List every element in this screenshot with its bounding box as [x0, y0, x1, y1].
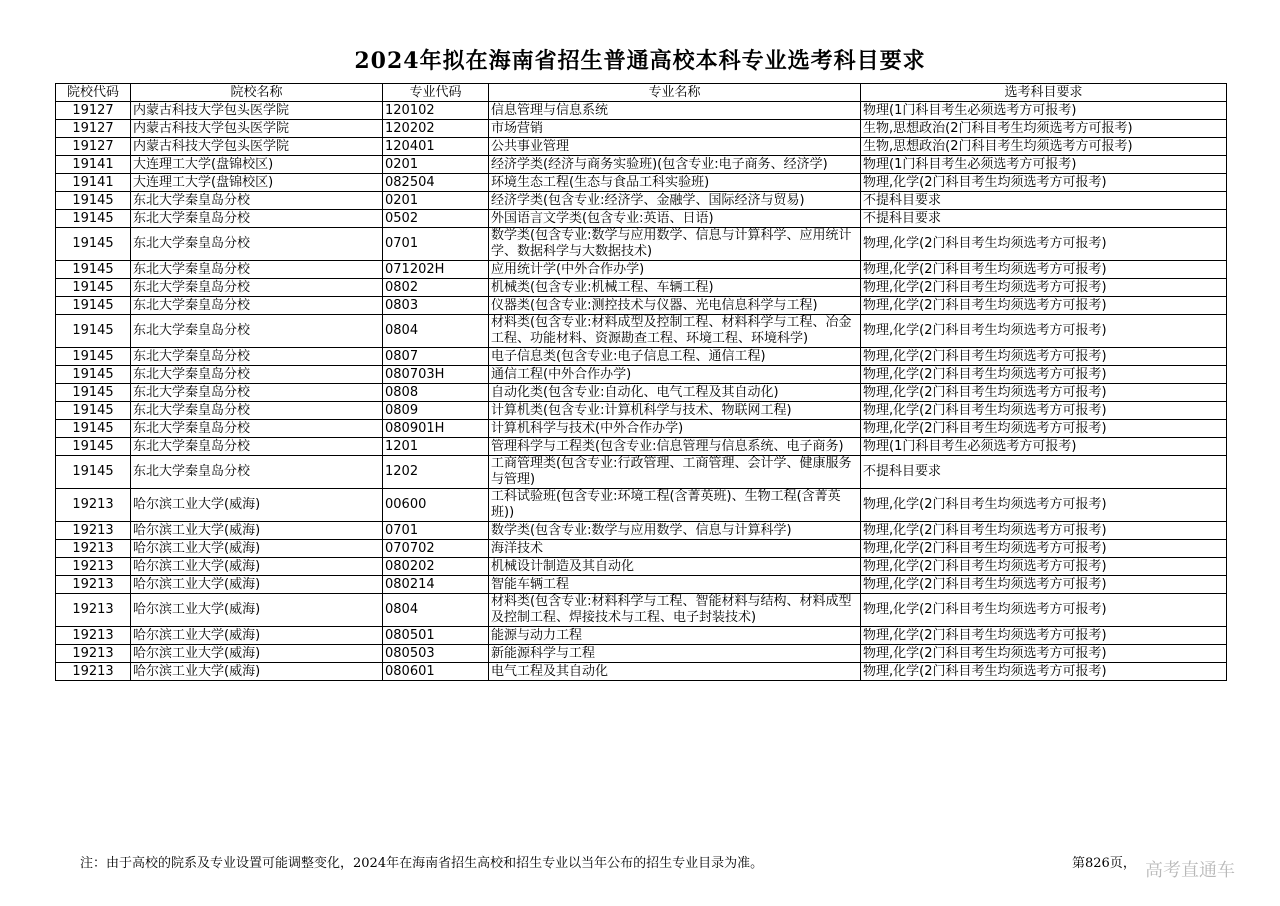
school-code-cell: 19127 [56, 102, 131, 120]
major-name-cell: 管理科学与工程类(包含专业:信息管理与信息系统、电子商务) [489, 438, 861, 456]
footnote: 注：由于高校的院系及专业设置可能调整变化，2024年在海南省招生高校和招生专业以当年公布的招生专业目录为准。 [80, 856, 764, 871]
school-name-cell: 哈尔滨工业大学(威海) [131, 576, 383, 594]
subject-requirement-cell: 物理,化学(2门科目考生均须选考方可报考) [861, 228, 1227, 261]
header-major-code: 专业代码 [383, 84, 489, 102]
school-code-cell: 19145 [56, 456, 131, 489]
major-code-cell: 0201 [383, 156, 489, 174]
school-name-cell: 哈尔滨工业大学(威海) [131, 540, 383, 558]
subject-requirement-cell: 不提科目要求 [861, 192, 1227, 210]
school-name-cell: 东北大学秦皇岛分校 [131, 279, 383, 297]
table-header-row [56, 84, 1227, 102]
major-name-cell: 电气工程及其自动化 [489, 663, 861, 681]
subject-requirement-cell: 物理,化学(2门科目考生均须选考方可报考) [861, 663, 1227, 681]
table-row [56, 120, 1227, 138]
major-code-cell: 00600 [383, 489, 489, 522]
school-code-cell: 19213 [56, 627, 131, 645]
table-row [56, 489, 1227, 522]
header-subject-requirement: 选考科目要求 [861, 84, 1227, 102]
major-code-cell: 120202 [383, 120, 489, 138]
school-code-cell: 19145 [56, 438, 131, 456]
table-row [56, 315, 1227, 348]
table-row [56, 192, 1227, 210]
major-name-cell: 新能源科学与工程 [489, 645, 861, 663]
requirements-table [55, 83, 1227, 681]
major-name-cell: 自动化类(包含专业:自动化、电气工程及其自动化) [489, 384, 861, 402]
major-name-cell: 计算机类(包含专业:计算机科学与技术、物联网工程) [489, 402, 861, 420]
school-name-cell: 东北大学秦皇岛分校 [131, 261, 383, 279]
subject-requirement-cell: 生物,思想政治(2门科目考生均须选考方可报考) [861, 120, 1227, 138]
school-code-cell: 19145 [56, 192, 131, 210]
major-name-cell: 海洋技术 [489, 540, 861, 558]
header-school-code: 院校代码 [56, 84, 131, 102]
subject-requirement-cell: 物理,化学(2门科目考生均须选考方可报考) [861, 297, 1227, 315]
school-name-cell: 哈尔滨工业大学(威海) [131, 489, 383, 522]
major-name-cell: 应用统计学(中外合作办学) [489, 261, 861, 279]
table-row [56, 138, 1227, 156]
school-name-cell: 东北大学秦皇岛分校 [131, 366, 383, 384]
major-name-cell: 外国语言文学类(包含专业:英语、日语) [489, 210, 861, 228]
major-code-cell: 1201 [383, 438, 489, 456]
major-code-cell: 0803 [383, 297, 489, 315]
major-code-cell: 080901H [383, 420, 489, 438]
table-row [56, 228, 1227, 261]
major-name-cell: 材料类(包含专业:材料科学与工程、智能材料与结构、材料成型及控制工程、焊接技术与工程、电子封装技术) [489, 594, 861, 627]
table-row [56, 456, 1227, 489]
school-name-cell: 哈尔滨工业大学(威海) [131, 594, 383, 627]
school-name-cell: 东北大学秦皇岛分校 [131, 315, 383, 348]
table-row [56, 210, 1227, 228]
major-code-cell: 080214 [383, 576, 489, 594]
school-name-cell: 东北大学秦皇岛分校 [131, 348, 383, 366]
major-code-cell: 0701 [383, 522, 489, 540]
school-code-cell: 19145 [56, 315, 131, 348]
school-name-cell: 大连理工大学(盘锦校区) [131, 156, 383, 174]
school-code-cell: 19213 [56, 522, 131, 540]
subject-requirement-cell: 物理,化学(2门科目考生均须选考方可报考) [861, 594, 1227, 627]
header-school-name: 院校名称 [131, 84, 383, 102]
major-code-cell: 082504 [383, 174, 489, 192]
major-name-cell: 工科试验班(包含专业:环境工程(含菁英班)、生物工程(含菁英班)) [489, 489, 861, 522]
school-code-cell: 19213 [56, 558, 131, 576]
school-code-cell: 19145 [56, 210, 131, 228]
major-code-cell: 120102 [383, 102, 489, 120]
school-code-cell: 19141 [56, 174, 131, 192]
major-name-cell: 机械设计制造及其自动化 [489, 558, 861, 576]
subject-requirement-cell: 物理,化学(2门科目考生均须选考方可报考) [861, 348, 1227, 366]
subject-requirement-cell: 物理,化学(2门科目考生均须选考方可报考) [861, 261, 1227, 279]
school-code-cell: 19145 [56, 297, 131, 315]
table-row [56, 402, 1227, 420]
table-row [56, 366, 1227, 384]
school-name-cell: 内蒙古科技大学包头医学院 [131, 138, 383, 156]
subject-requirement-cell: 物理,化学(2门科目考生均须选考方可报考) [861, 279, 1227, 297]
table-row [56, 645, 1227, 663]
major-name-cell: 机械类(包含专业:机械工程、车辆工程) [489, 279, 861, 297]
school-code-cell: 19213 [56, 489, 131, 522]
school-code-cell: 19145 [56, 279, 131, 297]
table-row [56, 522, 1227, 540]
major-code-cell: 080503 [383, 645, 489, 663]
school-name-cell: 东北大学秦皇岛分校 [131, 210, 383, 228]
school-code-cell: 19145 [56, 261, 131, 279]
school-code-cell: 19145 [56, 420, 131, 438]
major-code-cell: 0802 [383, 279, 489, 297]
subject-requirement-cell: 物理(1门科目考生必须选考方可报考) [861, 156, 1227, 174]
major-name-cell: 数学类(包含专业:数学与应用数学、信息与计算科学、应用统计学、数据科学与大数据技术) [489, 228, 861, 261]
major-code-cell: 0201 [383, 192, 489, 210]
school-name-cell: 东北大学秦皇岛分校 [131, 402, 383, 420]
school-name-cell: 哈尔滨工业大学(威海) [131, 663, 383, 681]
major-code-cell: 080703H [383, 366, 489, 384]
major-name-cell: 智能车辆工程 [489, 576, 861, 594]
subject-requirement-cell: 物理,化学(2门科目考生均须选考方可报考) [861, 420, 1227, 438]
school-name-cell: 哈尔滨工业大学(威海) [131, 558, 383, 576]
major-name-cell: 电子信息类(包含专业:电子信息工程、通信工程) [489, 348, 861, 366]
page-title: 2024年拟在海南省招生普通高校本科专业选考科目要求 [354, 48, 926, 74]
major-code-cell: 080601 [383, 663, 489, 681]
school-name-cell: 内蒙古科技大学包头医学院 [131, 120, 383, 138]
major-code-cell: 0809 [383, 402, 489, 420]
major-name-cell: 经济学类(包含专业:经济学、金融学、国际经济与贸易) [489, 192, 861, 210]
subject-requirement-cell: 物理,化学(2门科目考生均须选考方可报考) [861, 522, 1227, 540]
school-code-cell: 19213 [56, 576, 131, 594]
major-code-cell: 071202H [383, 261, 489, 279]
major-name-cell: 经济学类(经济与商务实验班)(包含专业:电子商务、经济学) [489, 156, 861, 174]
subject-requirement-cell: 不提科目要求 [861, 210, 1227, 228]
major-name-cell: 仪器类(包含专业:测控技术与仪器、光电信息科学与工程) [489, 297, 861, 315]
school-code-cell: 19213 [56, 645, 131, 663]
school-name-cell: 大连理工大学(盘锦校区) [131, 174, 383, 192]
table-row [56, 156, 1227, 174]
subject-requirement-cell: 物理,化学(2门科目考生均须选考方可报考) [861, 558, 1227, 576]
subject-requirement-cell: 物理(1门科目考生必须选考方可报考) [861, 102, 1227, 120]
major-name-cell: 市场营销 [489, 120, 861, 138]
school-name-cell: 东北大学秦皇岛分校 [131, 456, 383, 489]
subject-requirement-cell: 物理,化学(2门科目考生均须选考方可报考) [861, 645, 1227, 663]
major-name-cell: 材料类(包含专业:材料成型及控制工程、材料科学与工程、冶金工程、功能材料、资源勘查工程、环境工程、环境科学) [489, 315, 861, 348]
major-code-cell: 120401 [383, 138, 489, 156]
table-row [56, 348, 1227, 366]
subject-requirement-cell: 物理,化学(2门科目考生均须选考方可报考) [861, 174, 1227, 192]
table-row [56, 102, 1227, 120]
school-code-cell: 19213 [56, 540, 131, 558]
page-number: 第826页， [1072, 856, 1136, 871]
school-code-cell: 19145 [56, 348, 131, 366]
table-row [56, 384, 1227, 402]
major-name-cell: 计算机科学与技术(中外合作办学) [489, 420, 861, 438]
major-code-cell: 0804 [383, 594, 489, 627]
subject-requirement-cell: 物理,化学(2门科目考生均须选考方可报考) [861, 402, 1227, 420]
table-row [56, 420, 1227, 438]
school-name-cell: 东北大学秦皇岛分校 [131, 420, 383, 438]
major-name-cell: 工商管理类(包含专业:行政管理、工商管理、会计学、健康服务与管理) [489, 456, 861, 489]
major-name-cell: 能源与动力工程 [489, 627, 861, 645]
table-row [56, 261, 1227, 279]
school-code-cell: 19145 [56, 402, 131, 420]
subject-requirement-cell: 物理(1门科目考生必须选考方可报考) [861, 438, 1227, 456]
school-code-cell: 19127 [56, 138, 131, 156]
school-code-cell: 19145 [56, 366, 131, 384]
major-code-cell: 0701 [383, 228, 489, 261]
major-code-cell: 080202 [383, 558, 489, 576]
subject-requirement-cell: 物理,化学(2门科目考生均须选考方可报考) [861, 627, 1227, 645]
major-name-cell: 公共事业管理 [489, 138, 861, 156]
major-name-cell: 环境生态工程(生态与食品工科实验班) [489, 174, 861, 192]
major-code-cell: 0807 [383, 348, 489, 366]
school-name-cell: 东北大学秦皇岛分校 [131, 297, 383, 315]
subject-requirement-cell: 物理,化学(2门科目考生均须选考方可报考) [861, 315, 1227, 348]
school-name-cell: 东北大学秦皇岛分校 [131, 438, 383, 456]
school-code-cell: 19145 [56, 228, 131, 261]
major-name-cell: 数学类(包含专业:数学与应用数学、信息与计算科学) [489, 522, 861, 540]
school-name-cell: 东北大学秦皇岛分校 [131, 192, 383, 210]
subject-requirement-cell: 物理,化学(2门科目考生均须选考方可报考) [861, 366, 1227, 384]
table-row [56, 174, 1227, 192]
school-code-cell: 19145 [56, 384, 131, 402]
table-row [56, 663, 1227, 681]
subject-requirement-cell: 物理,化学(2门科目考生均须选考方可报考) [861, 384, 1227, 402]
table-row [56, 540, 1227, 558]
major-code-cell: 1202 [383, 456, 489, 489]
table-row [56, 576, 1227, 594]
major-code-cell: 070702 [383, 540, 489, 558]
major-name-cell: 通信工程(中外合作办学) [489, 366, 861, 384]
school-name-cell: 哈尔滨工业大学(威海) [131, 627, 383, 645]
subject-requirement-cell: 物理,化学(2门科目考生均须选考方可报考) [861, 489, 1227, 522]
subject-requirement-cell: 物理,化学(2门科目考生均须选考方可报考) [861, 540, 1227, 558]
school-name-cell: 内蒙古科技大学包头医学院 [131, 102, 383, 120]
table-row [56, 627, 1227, 645]
major-code-cell: 0808 [383, 384, 489, 402]
school-name-cell: 哈尔滨工业大学(威海) [131, 522, 383, 540]
school-name-cell: 东北大学秦皇岛分校 [131, 228, 383, 261]
school-code-cell: 19141 [56, 156, 131, 174]
major-code-cell: 0502 [383, 210, 489, 228]
subject-requirement-cell: 生物,思想政治(2门科目考生均须选考方可报考) [861, 138, 1227, 156]
watermark: 高考直通车 [1145, 860, 1235, 881]
table-row [56, 297, 1227, 315]
subject-requirement-cell: 物理,化学(2门科目考生均须选考方可报考) [861, 576, 1227, 594]
table-row [56, 279, 1227, 297]
table-row [56, 558, 1227, 576]
subject-requirement-cell: 不提科目要求 [861, 456, 1227, 489]
major-name-cell: 信息管理与信息系统 [489, 102, 861, 120]
table-row [56, 438, 1227, 456]
table-row [56, 594, 1227, 627]
major-code-cell: 0804 [383, 315, 489, 348]
school-code-cell: 19213 [56, 663, 131, 681]
school-name-cell: 东北大学秦皇岛分校 [131, 384, 383, 402]
school-code-cell: 19213 [56, 594, 131, 627]
major-code-cell: 080501 [383, 627, 489, 645]
school-name-cell: 哈尔滨工业大学(威海) [131, 645, 383, 663]
table-body [56, 102, 1227, 681]
header-major-name: 专业名称 [489, 84, 861, 102]
school-code-cell: 19127 [56, 120, 131, 138]
